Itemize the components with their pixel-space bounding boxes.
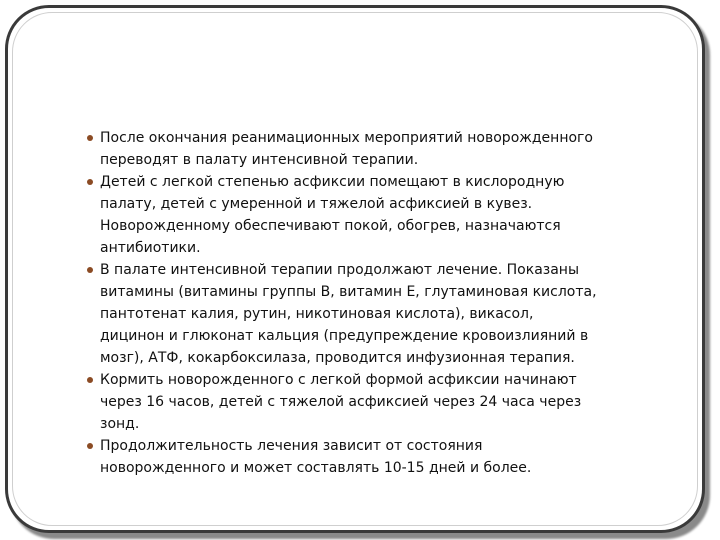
bullet-icon [86, 369, 100, 391]
bullet-icon [86, 259, 100, 281]
bullet-text: Продолжительность лечения зависит от состояния новорожденного и может составлять 10-15 дней и более. [100, 438, 532, 476]
list-item [86, 171, 686, 259]
bullet-text: После окончания реанимационных мероприятий новорожденного переводят в палату интенсивной терапии. [100, 130, 593, 168]
list-item [86, 435, 686, 479]
bullet-icon [86, 435, 100, 457]
bullet-text: В палате интенсивной терапии продолжают лечение. Показаны витамины (витамины группы В, витамин Е, глутаминовая кислота, пантотенат калия, рутин, никотиновая кислота), викасол, дицинон и глюконат кальция (предупреждение кровоизлияний в мозг), АТФ, кокарбоксилаза, проводится инфузионная терапия. [100, 262, 597, 366]
list-item [86, 369, 686, 435]
bullet-text: Кормить новорожденного с легкой формой асфиксии начинают через 16 часов, детей с тяжелой асфиксией через 24 часа через зонд. [100, 372, 582, 432]
bullet-icon [86, 127, 100, 149]
list-item [86, 259, 686, 369]
bullet-text: Детей с легкой степенью асфиксии помещают в кислородную палату, детей с умеренной и тяжелой асфиксией в кувез. Новорожденному обеспечивают покой, обогрев, назначаются антибиотики. [100, 174, 565, 256]
list-item [86, 127, 686, 171]
bullet-icon [86, 171, 100, 193]
slide-frame [5, 5, 705, 533]
bullet-list [86, 127, 686, 479]
